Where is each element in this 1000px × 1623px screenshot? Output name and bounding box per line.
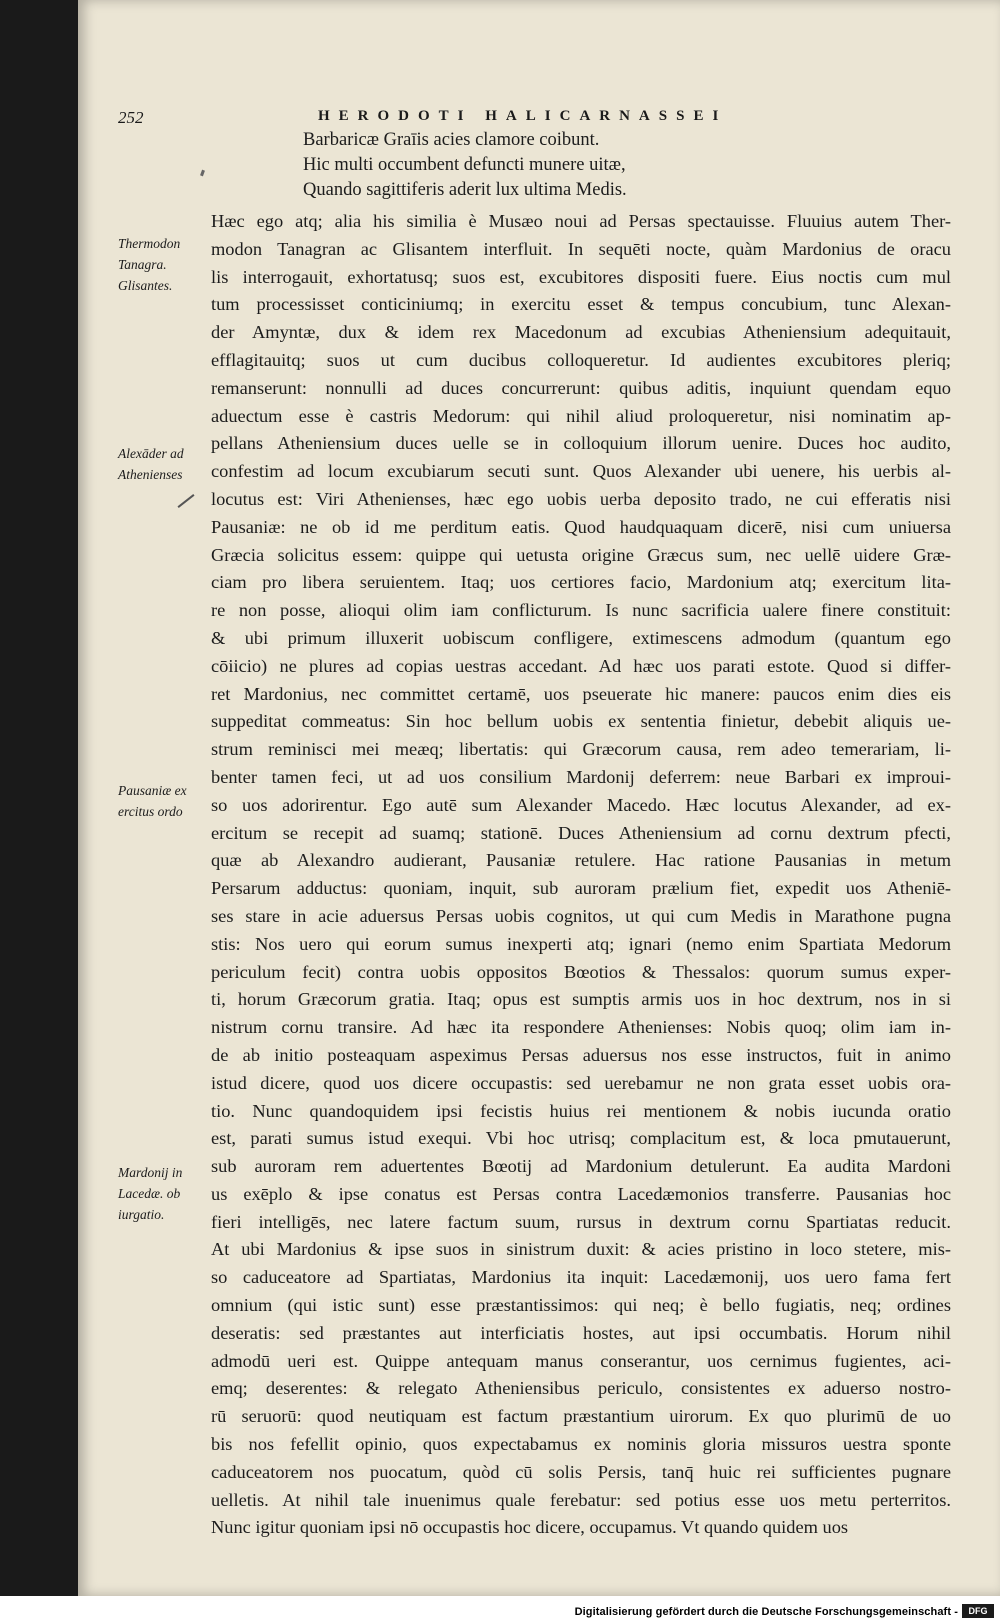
body-line: istud dicere, quod uos dicere occupastis: sed uerebamur ne non grata esset uobis ora- xyxy=(211,1072,951,1093)
body-line: quæ ab Alexandro audierant, Pausaniæ retulere. Hac ratione Pausanias in metum xyxy=(211,850,951,871)
body-line: lis interrogauit, exhortatusq; suos est, excubitores dispositi fuere. Eius noctis cum mul xyxy=(211,266,951,287)
body-line: tum processisset conticiniumq; in exercitu esset & tempus concubium, tunc Alexan- xyxy=(211,294,951,315)
margin-note-line: Tanagra. xyxy=(118,257,167,272)
body-line: tio. Nunc quandoquidem ipsi fecistis huius rei mentionem & nobis iucunda oratio xyxy=(211,1100,951,1121)
body-line: de ab initio posteaquam aspeximus Persas aduersus nos esse instructos, fuit in animo xyxy=(211,1044,951,1065)
body-line: suppeditat commeatus: Sin hoc bellum uobis ex sententia finietur, debebit aliquis ue- xyxy=(211,711,951,732)
body-line: ti, horum Græcorum gratia. Itaq; opus est sumptis armis uos in hoc dextrum, nos in si xyxy=(211,989,951,1010)
body-line: deseratis: sed præstantes aut interficiatis hostes, aut ipsi occumbatis. Horum nihil xyxy=(211,1322,951,1343)
body-line: ciam pro libera seruientem. Itaq; uos certiores facio, Mardonium atq; exercitum lita- xyxy=(211,572,951,593)
body-line: caduceatorem nos puocatum, quòd cū solis Persis, tanq̄ huic rei sufficientes pugnare xyxy=(211,1461,951,1482)
margin-note-thermodon xyxy=(118,233,210,296)
body-line: strum reminisci mei meæq; libertatis: qui Græcorum causa, rem adeo temerariam, li- xyxy=(211,739,951,760)
body-line: Hæc ego atq; alia his similia è Musæo noui ad Persas spectauisse. Fluuius autem Ther- xyxy=(211,211,951,231)
body-line: admodū ueri est. Quippe antequam manus conserantur, uos cernimus fugientes, aci- xyxy=(211,1350,951,1371)
body-line: ses stare in acie aduersus Persas uobis cognitos, ut qui cum Medis in Marathone pugna xyxy=(211,905,951,926)
body-line: sub auroram rem aduertentes Bœotij ad Mardonium detulerunt. Ea audita Mardoni xyxy=(211,1156,951,1177)
body-line: efflagitauitq; suos ut cum ducibus colloqueretur. Id audientes excubitores pleriq; xyxy=(211,349,951,370)
page-number: 252 xyxy=(118,108,144,127)
body-line: ret Mardonius, nec committet certamē, uos pseuerate hic manere: paucos enim dies eis xyxy=(211,683,951,704)
body-line: periculum fecit) contra uobis oppositos Bœotios & Thessalos: quorum sumus exper- xyxy=(211,961,951,982)
dfg-logo: DFG xyxy=(962,1604,994,1618)
body-line: emq; deserentes: & relegato Atheniensibus periculo, consistentes ex aduerso nostro- xyxy=(211,1378,951,1399)
body-line: rū seruorū: quod neutiquam est factum præstantium uirorum. Ex quo plurimū de uo xyxy=(211,1406,951,1427)
body-line: est, parati sumus istud exequi. Vbi hoc utrisq; complacitum est, & loca pmutauerunt, xyxy=(211,1128,951,1149)
body-line: so uos adorirentur. Ego autē sum Alexander Macedo. Hæc locutus Alexander, ad ex- xyxy=(211,794,951,815)
body-line: confestim ad locum excubiarum secuti sunt. Quos Alexander ubi uenere, his uerbis al- xyxy=(211,461,951,482)
body-line: locutus est: Viri Athenienses, hæc ego uobis uerba deposito trado, ne cui efferatis nisi xyxy=(211,488,951,509)
body-line: remanserunt: nonnulli ad duces concurrerunt: quibus aditis, inquiunt quendam equo xyxy=(211,377,951,398)
body-line: pellans Atheniensium duces uelle se in colloquium illorum uenire. Duces hoc audito, xyxy=(211,433,951,454)
body-line: stis: Nos uero qui eorum sumus inexperti atq; ignari (nemo enim Spartiata Medorum xyxy=(211,933,951,954)
body-line: bis nos fefellit opinio, quos expectabamus ex nominis gloria missuros uestra sponte xyxy=(211,1434,951,1455)
margin-note-line: Mardonij in xyxy=(118,1165,183,1180)
body-line: Pausaniæ: ne ob id me perditum eatis. Quod haudquaquam dicerē, nisi cum uniuersa xyxy=(211,516,951,537)
body-line: At ubi Mardonius & ipse suos in sinistrum duxit: & acies pristino in loco stetere, mis- xyxy=(211,1239,951,1260)
verse-line: Barbaricæ Graīis acies clamore coibunt. xyxy=(303,130,600,150)
body-line: der Amyntæ, dux & idem rex Macedonum ad excubias Atheniensium adequitauit, xyxy=(211,322,951,343)
margin-note-line: Alexāder ad xyxy=(118,446,184,461)
body-line: ercitum se recepit ad suamq; stationē. Duces Atheniensium ad cornu dextrum pfecti, xyxy=(211,822,951,843)
margin-note-line: Athenienses xyxy=(118,467,183,482)
body-line: nistrum cornu transire. Ad hæc ita respondere Athenienses: Nobis quoq; olim iam in- xyxy=(211,1017,951,1038)
body-line: benter tamen feci, ut ad uos consilium Mardonij deferrem: neue Barbari ex improui- xyxy=(211,766,951,787)
body-line: Nunc igitur quoniam ipsi nō occupastis hoc dicere, occupamus. Vt quando quidem uos xyxy=(211,1517,849,1538)
body-line: cōiicio) ne plures ad copias uestras accedant. Ad hæc uos parati estote. Quod si differ- xyxy=(211,655,951,676)
body-line: so caduceatore ad Spartiatas, Mardonius ita inquit: Lacedæmonij, uos uero fama fert xyxy=(211,1267,951,1288)
margin-note-line: Thermodon xyxy=(118,236,181,251)
body-line: & ubi primum illuxerit uobiscum confligere, extimescens admodum (quantum ego xyxy=(211,627,951,648)
margin-note-line: ercitus ordo xyxy=(118,804,183,819)
body-line: modon Tanagran ac Glisantem interfluit. In sequēti nocte, quàm Mardonius de oracu xyxy=(211,238,951,259)
body-line: re non posse, alioqui olim iam conflicturum. Is nunc sacrificia ualere finere constituit: xyxy=(211,600,951,621)
page-header xyxy=(118,108,948,130)
body-line: Græcia solicitus essem: quippe qui uetusta origine Græcus sum, nec uellē uidere Græ- xyxy=(211,544,951,565)
margin-note-mardonius xyxy=(118,1162,210,1225)
body-text xyxy=(211,208,951,1542)
margin-note-pausaniae xyxy=(118,780,210,822)
margin-note-line: Lacedæ. ob xyxy=(118,1186,181,1201)
running-head: HERODOTI HALICARNASSEI xyxy=(318,108,728,124)
verse-line: Quando sagittiferis aderit lux ultima Medis. xyxy=(303,180,627,200)
margin-note-alexander xyxy=(118,443,210,485)
funding-credit: Digitalisierung gefördert durch die Deutsche Forschungsgemeinschaft - xyxy=(574,1606,958,1618)
margin-note-line: Pausaniæ ex xyxy=(118,783,187,798)
verse-line: Hic multi occumbent defuncti munere uitæ, xyxy=(303,155,626,175)
body-line: fieri intelligēs, nec latere factum suum, rursus in dextrum cornu Spartiatas reducit. xyxy=(211,1211,951,1232)
body-line: us exēplo & ipse conatus est Persas contra Lacedæmonios transferre. Pausanias hoc xyxy=(211,1183,951,1204)
margin-note-line: iurgatio. xyxy=(118,1207,165,1222)
margin-note-line: Glisantes. xyxy=(118,278,173,293)
body-line: aduectum esse è castris Medorum: qui nihil aliud proloqueretur, nisi nominatim ap- xyxy=(211,405,951,426)
body-line: Persarum adductus: quoniam, inquit, sub auroram prælium fiet, expedit uos Atheniē- xyxy=(211,878,951,899)
body-line: omnium (qui istic sunt) esse præstantissimos: qui neq; è bello fugiatis, neq; ordines xyxy=(211,1295,951,1316)
body-line: uelletis. At nihil tale inuenimus quale ferebatur: sed potius esse uos metu perterritos. xyxy=(211,1489,951,1510)
